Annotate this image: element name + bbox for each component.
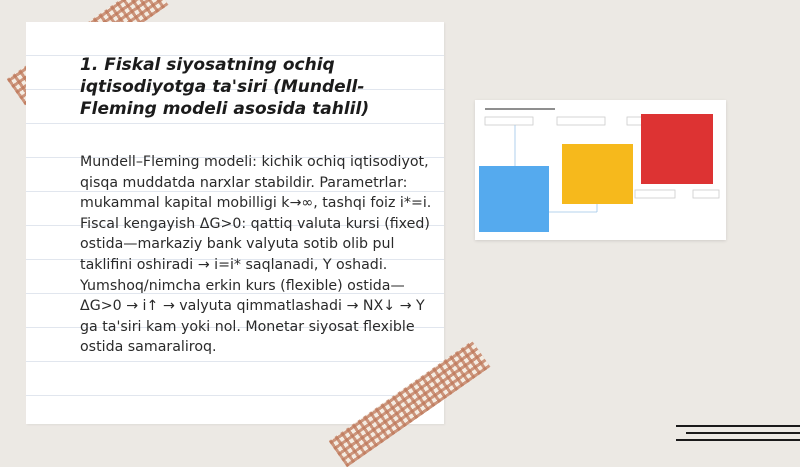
decorative-line — [676, 439, 800, 441]
slide-body-text: Mundell–Fleming modeli: kichik ochiq iqtisodiyot, qisqa muddatda narxlar stabildir. Parametrlar: mukammal kapital mobilligi k→∞, tashqi foiz i*=i. Fiscal kengayish ΔG>0: qattiq valuta kursi (fixed) ostida—markaziy bank valyuta sotib olib pul taklifini oshiradi → i=i* saqlanadi, Y oshadi. Yumshoq/nimcha erkin kurs (flexible) ostida—ΔG>0 → i↑ → valyuta qimmatlashadi → NX↓ → Y ga ta'siri kam yoki nol. Monetar siyosat flexible ostida samaraliroq. — [80, 154, 432, 356]
decorative-lines — [676, 425, 800, 445]
diagram-thumbnail-graphic — [475, 100, 726, 240]
diagram-thumbnail — [475, 100, 726, 240]
thumbnail-label-box — [557, 117, 605, 125]
slide-title: 1. Fiskal siyosatning ochiq iqtisodiyotga ta'siri (Mundell-Fleming modeli asosida tahlil) — [80, 55, 370, 119]
thumbnail-label-box — [635, 190, 675, 198]
thumbnail-blue-box — [479, 166, 549, 232]
decorative-line — [676, 425, 800, 427]
thumbnail-label-box — [693, 190, 719, 198]
decorative-line — [686, 432, 800, 434]
thumbnail-yellow-box — [562, 144, 633, 204]
thumbnail-label-box — [485, 117, 533, 125]
thumbnail-red-box — [641, 114, 713, 184]
thumbnail-title-line — [485, 108, 555, 110]
